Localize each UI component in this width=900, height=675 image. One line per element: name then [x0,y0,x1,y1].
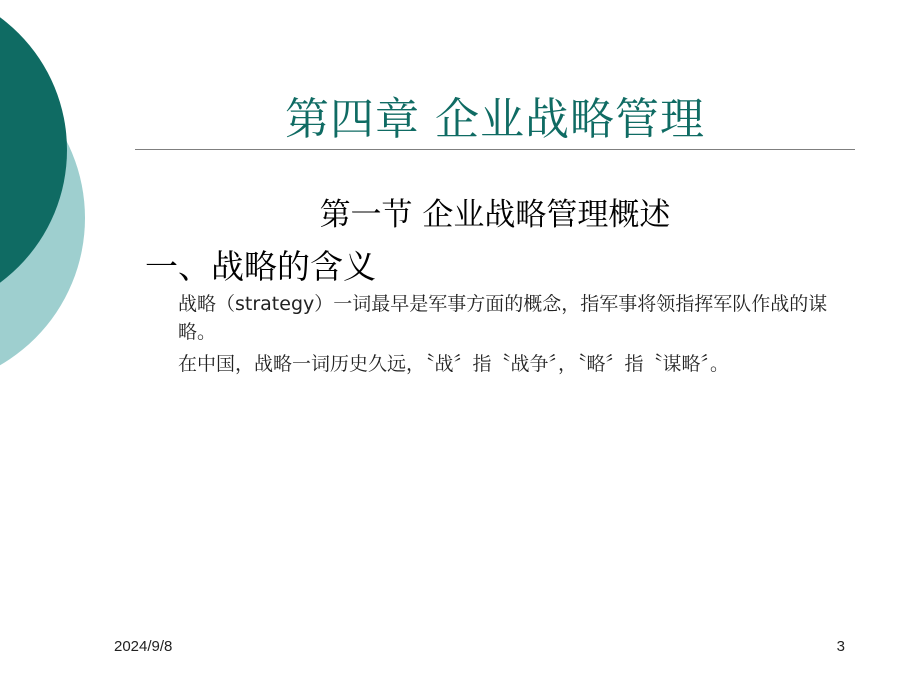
paragraph-china-history: 在中国，战略一词历史久远，〝战〞指〝战争〞，〝略〞指〝谋略〞。 [178,353,730,375]
paragraph-strategy-definition: 战略（strategy）一词最早是军事方面的概念，指军事将领指挥军队作战的谋略。 [178,293,828,343]
section-heading: 第一节 企业战略管理概述 [319,197,671,233]
footer-date: 2024/9/8 [114,638,173,655]
decorative-circles [0,0,120,380]
title-divider [135,149,855,150]
subheading: 一、战略的含义 [145,247,376,286]
slide-title: 第四章 企业战略管理 [285,94,705,145]
page-number: 3 [836,638,845,655]
